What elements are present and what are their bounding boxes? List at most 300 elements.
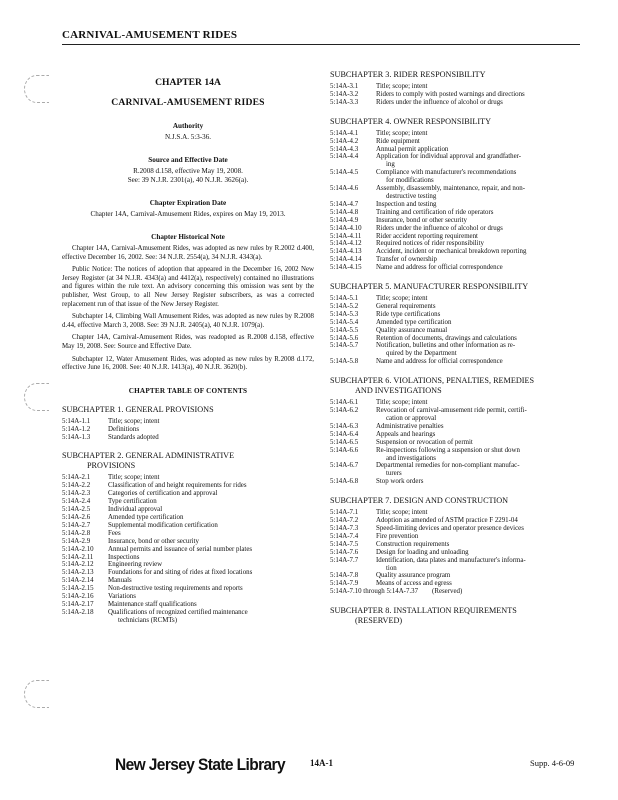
toc-entry [62,554,314,562]
section-title-line: destructive testing [386,192,437,200]
section-number: 5:14A-2.16 [62,593,94,601]
section-title [108,474,314,482]
section-number: 5:14A-4.6 [330,185,359,193]
history-heading: Chapter Historical Note [151,233,225,241]
section-title [376,225,583,233]
toc-entry [330,557,583,573]
section-title-line: Categories of certification and approval [108,490,218,498]
subchapter-heading-line: AND INVESTIGATIONS [355,386,442,396]
section-number: 5:14A-2.12 [62,561,94,569]
toc-entry [330,185,583,201]
toc-entry [62,538,314,546]
punch-hole-mark [24,680,49,708]
section-title [376,185,583,201]
section-number: 5:14A-1.3 [62,433,91,441]
subchapter-heading-line: SUBCHAPTER 3. RIDER RESPONSIBILITY [330,70,486,79]
section-title [376,264,583,272]
section-title [108,498,314,506]
toc-entry [330,447,583,463]
section-title [376,517,583,525]
toc-entry [62,418,314,426]
section-title-line: Definitions [108,425,140,433]
section-title [108,577,314,585]
section-title [376,91,583,99]
section-number: 5:14A-6.5 [330,438,359,446]
section-title-line: Compliance with manufacturer's recommendations [376,169,517,177]
history-paragraph: Subchapter 12, Water Amusement Rides, was adopted as new rules by R.2008 d.172, effective June 16, 2008. See: 40 N.J.R. 1413(a), 40 N.J.R. 3620(b). [62,355,314,372]
section-title-line: Notification, bulletins and other information as re- [376,342,516,350]
toc-entry [330,248,583,256]
section-number: 5:14A-1.2 [62,425,91,433]
section-number: 5:14A-4.4 [330,153,359,161]
section-title [108,546,314,554]
authority-text: N.J.S.A. 5:3-36. [164,133,212,141]
section-title-line: Non-destructive testing requirements and reports [108,585,243,593]
toc-entry [330,439,583,447]
section-number: 5:14A-4.5 [330,169,359,177]
subchapter-heading-line: SUBCHAPTER 8. INSTALLATION REQUIREMENTS [330,606,517,616]
subchapter-heading-line: SUBCHAPTER 5. MANUFACTURER RESPONSIBILITY [330,282,529,292]
section-title [108,561,314,569]
section-number: 5:14A-7.10 through 5:14A-7.37 [330,588,419,596]
section-title-line: Inspections [108,553,140,561]
section-title [376,209,583,217]
section-title-line: tion [386,564,397,572]
section-title-line: quired by the Department [386,350,457,358]
section-number: 5:14A-7.7 [330,556,359,564]
subchapter-heading [330,70,583,80]
section-title [376,399,583,407]
header-rule [62,44,580,45]
section-number: 5:14A-5.3 [330,310,359,318]
chapter-title: CARNIVAL-AMUSEMENT RIDES [111,97,265,108]
section-number: 5:14A-2.10 [62,545,94,553]
section-title [376,130,583,138]
history-paragraph: Subchapter 14, Climbing Wall Amusement Rides, was adopted as new rules by R.2008 d.44, effective March 3, 2008. See: 39 N.J.R. 2405(a), 40 N.J.R. 1079(a). [62,313,314,329]
punch-hole-mark [24,75,49,103]
toc-entry [62,609,314,625]
section-number: 5:14A-6.1 [330,399,359,407]
section-title-line: Application for individual approval and grandfather- [376,153,522,161]
section-number: 5:14A-5.4 [330,318,359,326]
section-number: 5:14A-4.8 [330,208,359,216]
section-title [376,233,583,241]
section-title-line: Rider accident reporting requirement [376,232,478,240]
toc-entry [330,423,583,431]
section-title-line: Supplemental modification certification [108,521,218,529]
punch-hole-mark [24,383,49,411]
section-title-line: Annual permits and issuance of serial number plates [108,545,253,553]
section-title [108,569,314,577]
section-title-line: Amended type certification [376,318,452,326]
section-number: 5:14A-5.8 [330,358,359,366]
toc-entry [62,482,314,490]
section-title-line: Departmental remedies for non-compliant manufac- [376,462,520,470]
section-title-line: Quality assurance manual [376,326,448,334]
section-number: 5:14A-7.4 [330,532,359,540]
section-title [376,580,583,588]
subchapter-heading [330,117,583,127]
section-title [108,601,314,609]
section-title [108,490,314,498]
section-number: 5:14A-6.6 [330,446,359,454]
source-text [62,167,314,185]
section-title [376,342,583,358]
section-title-line: Title; scope; intent [108,474,160,482]
toc-entry [62,498,314,506]
section-number: 5:14A-6.7 [330,462,359,470]
history-paragraph: Chapter 14A, Carnival-Amusement Rides, was readopted as R.2008 d.158, effective May 19, 2008. See: Source and Effective Date. [62,334,314,350]
section-number: 5:14A-5.1 [330,295,359,303]
section-title-line: cation or approval [386,415,437,422]
section-number: 5:14A-2.4 [62,498,91,506]
section-title [376,462,583,478]
section-number: 5:14A-7.8 [330,572,359,580]
subchapter-heading [62,451,314,471]
section-title-line: technicians (RCMTs) [118,616,178,624]
section-title [108,426,314,434]
toc-entry [330,311,583,319]
section-title [108,538,314,546]
section-title [108,418,314,426]
section-number: 5:14A-5.5 [330,326,359,334]
section-title-line: Standards adopted [108,433,159,441]
section-number: 5:14A-2.3 [62,490,91,498]
toc-entry [62,577,314,585]
toc-entry [330,462,583,478]
toc-entry [62,601,314,609]
section-title [108,554,314,562]
toc-entry [62,530,314,538]
toc-entry [330,407,583,423]
section-number: 5:14A-3.3 [330,98,359,106]
toc-entry [330,549,583,557]
section-title [376,533,583,541]
running-head: CARNIVAL-AMUSEMENT RIDES [62,29,238,41]
section-number: 5:14A-2.18 [62,608,94,616]
section-number: 5:14A-4.15 [330,264,362,272]
section-number: 5:14A-4.1 [330,129,359,137]
section-title-line: Individual approval [108,506,163,514]
source-line: See: 39 N.J.R. 2301(a), 40 N.J.R. 3626(a). [127,176,249,184]
section-title-line: (Reserved) [432,588,463,596]
section-title-line: Title; scope; intent [376,509,428,517]
section-title-line: Quality assurance program [376,572,451,580]
section-title-line: Required notices of rider responsibility [376,240,484,248]
toc-entry [330,225,583,233]
subchapter-heading-line: SUBCHAPTER 7. DESIGN AND CONSTRUCTION [330,496,509,506]
toc-entry [330,303,583,311]
section-title [376,439,583,447]
toc-entry [330,478,583,486]
section-title [108,530,314,538]
section-number: 5:14A-2.5 [62,506,91,514]
history-paragraph: Public Notice: The notices of adoption that appeared in the December 16, 2002 New Jersey Register (at 34 N.J.R. 4343(a) and 4412(a), respectively) contained no illustrations and figures within the rule text. An advisory concerning this omission was sent by the publisher, West Group, to all New Jersey Register subscribers, as was a corrected replacement run of that issue of the New Jersey Register. [62,266,314,308]
source-line: R.2008 d.158, effective May 19, 2008. [133,167,243,175]
section-title-line: Qualifications of recognized certified maintenance [108,608,248,616]
section-title [376,335,583,343]
section-title [376,525,583,533]
section-number: 5:14A-7.5 [330,540,359,548]
right-column [330,70,583,629]
section-title [108,482,314,490]
section-title [376,509,583,517]
supplement-date: Supp. 4-6-09 [530,758,575,768]
toc-entry [330,533,583,541]
toc-entry [330,399,583,407]
section-title [108,514,314,522]
section-title [376,557,583,573]
section-title-line: Engineering review [108,561,163,569]
section-number: 5:14A-7.6 [330,548,359,556]
section-title-line: Stop work orders [376,478,424,486]
section-number: 5:14A-3.2 [330,90,359,98]
section-title [376,311,583,319]
toc-entry [62,569,314,577]
section-title [376,217,583,225]
toc-entry [330,342,583,358]
section-title [376,248,583,256]
section-number: 5:14A-1.1 [62,417,91,425]
authority-heading: Authority [172,122,204,130]
section-title [376,319,583,327]
section-title [376,169,583,185]
toc-entry [330,240,583,248]
subchapter-heading-line: SUBCHAPTER 1. GENERAL PROVISIONS [62,404,214,414]
section-number: 5:14A-7.1 [330,509,359,517]
section-title [108,593,314,601]
section-number: 5:14A-4.10 [330,224,362,232]
section-title-line: Means of access and egress [376,580,452,588]
left-column [62,70,314,625]
section-title-line: turers [386,470,402,478]
section-title-line: Riders to comply with posted warnings and directions [376,90,525,98]
section-title [376,138,583,146]
subchapter-heading [330,496,583,506]
section-title-line: Ride equipment [376,137,420,145]
section-title-line: Title; scope; intent [108,417,160,425]
section-number: 5:14A-4.11 [330,232,362,240]
subchapter-heading [330,606,583,626]
toc-entry [62,585,314,593]
section-title-line: and investigations [386,454,436,462]
history-paragraph: Chapter 14A, Carnival-Amusement Rides, was adopted as new rules by R.2002 d.400, effective December 16, 2002. See: 34 N.J.R. 2554(a), 34 N.J.R. 4343(a). [62,245,314,261]
section-number: 5:14A-5.6 [330,334,359,342]
section-title-line: Classification of and height requirements for rides [108,482,247,490]
toc-entry [330,91,583,99]
section-title [376,146,583,154]
section-number: 5:14A-6.3 [330,422,359,430]
section-title-line: ing [386,161,395,169]
section-title-line: Identification, data plates and manufacturer's informa- [376,556,526,564]
section-title [108,506,314,514]
expiration-text: Chapter 14A, Carnival-Amusement Rides, expires on May 19, 2013. [90,210,286,218]
section-title-line: Name and address for official correspondence [376,264,503,272]
library-logo: New Jersey State Library [115,756,285,775]
toc-entry [62,546,314,554]
section-title [376,295,583,303]
toc-entry [62,514,314,522]
toc-entry [330,525,583,533]
section-title-line: Manuals [108,577,132,585]
section-title [376,572,583,580]
section-number: 5:14A-2.13 [62,569,94,577]
section-title-line: Adoption as amended of ASTM practice F 2291-04 [376,517,518,525]
section-title [376,201,583,209]
section-number: 5:14A-3.1 [330,83,359,90]
subchapter-heading [62,405,314,415]
toc-entry [330,358,583,366]
section-number: 5:14A-7.9 [330,580,359,588]
section-title [432,588,583,596]
section-title-line: Fees [108,529,121,537]
section-title-line: Insurance, bond or other security [108,537,199,545]
section-title-line: Type certification [108,498,157,506]
toc-entry [330,509,583,517]
section-title-line: Insurance, bond or other security [376,216,467,224]
section-number: 5:14A-2.11 [62,553,94,561]
section-number: 5:14A-2.6 [62,513,91,521]
toc-entry [62,434,314,442]
section-title-line: Riders under the influence of alcohol or drugs [376,98,503,106]
subchapter-heading [330,282,583,292]
subchapter-heading-line: SUBCHAPTER 4. OWNER RESPONSIBILITY [330,116,492,126]
section-number: 5:14A-2.8 [62,529,91,537]
section-title-line: Title; scope; intent [376,399,428,407]
toc-entry [62,474,314,482]
section-title-line: Title; scope; intent [376,295,428,303]
toc-entry [62,506,314,514]
section-title-line: Revocation of carnival-amusement ride permit, certifi- [376,407,527,415]
toc-entry [330,431,583,439]
toc-entry [330,541,583,549]
section-number: 5:14A-7.2 [330,517,359,525]
section-number: 5:14A-4.14 [330,256,362,264]
page-number: 14A-1 [310,758,333,768]
section-title-line: Title; scope; intent [376,129,428,137]
section-title [108,609,314,625]
toc-heading: CHAPTER TABLE OF CONTENTS [128,386,248,395]
toc-entry [330,572,583,580]
section-title-line: Training and certification of ride operators [376,208,494,216]
left-toc [62,405,314,625]
subchapter-heading-line: (RESERVED) [355,616,403,626]
toc-entry [330,209,583,217]
section-title [376,431,583,439]
toc-entry [62,490,314,498]
section-title [108,585,314,593]
section-title [376,358,583,366]
section-title-line: Appeals and hearings [376,430,436,438]
toc-entry [62,561,314,569]
toc-entry [62,593,314,601]
section-number: 5:14A-4.3 [330,145,359,153]
toc-entry [330,169,583,185]
section-title-line: Retention of documents, drawings and calculations [376,334,517,342]
section-number: 5:14A-7.3 [330,524,359,532]
section-title-line: for modifications [386,177,434,185]
section-title-line: Amended type certification [108,513,184,521]
section-number: 5:14A-4.7 [330,200,359,208]
toc-entry [330,256,583,264]
source-heading: Source and Effective Date [148,156,228,164]
section-number: 5:14A-4.13 [330,248,362,256]
section-title-line: Construction requirements [376,540,450,548]
section-title-line: Variations [108,593,136,601]
toc-entry [330,138,583,146]
section-title [376,83,583,91]
expiration-heading: Chapter Expiration Date [149,199,227,207]
right-toc [330,70,583,626]
section-number: 5:14A-2.17 [62,600,94,608]
toc-entry [330,130,583,138]
section-title-line: Annual permit application [376,145,449,153]
subchapter-heading-line: SUBCHAPTER 6. VIOLATIONS, PENALTIES, REMEDIES [330,376,535,386]
toc-entry [330,201,583,209]
toc-entry [330,335,583,343]
section-number: 5:14A-2.15 [62,585,94,593]
section-title [376,478,583,486]
section-number: 5:14A-6.8 [330,478,359,486]
section-title [108,522,314,530]
toc-entry [330,327,583,335]
subchapter-heading-line: PROVISIONS [87,461,136,471]
section-title [376,303,583,311]
section-title-line: General requirements [376,302,436,310]
section-title-line: Transfer of ownership [376,256,437,264]
toc-entry [330,295,583,303]
section-number: 5:14A-2.1 [62,474,91,482]
section-number: 5:14A-2.2 [62,482,91,490]
toc-entry [330,153,583,169]
section-title-line: Inspection and testing [376,200,437,208]
section-number: 5:14A-6.2 [330,407,359,415]
toc-entry [330,146,583,154]
toc-entry [330,233,583,241]
chapter-number: CHAPTER 14A [155,77,221,88]
section-number: 5:14A-6.4 [330,430,359,438]
section-number: 5:14A-5.2 [330,302,359,310]
section-title [376,99,583,107]
section-number: 5:14A-4.12 [330,240,362,248]
toc-entry [330,99,583,107]
section-title [376,407,583,423]
section-title [376,541,583,549]
section-number: 5:14A-2.14 [62,577,94,585]
toc-entry [62,426,314,434]
toc-entry [330,319,583,327]
section-number: 5:14A-5.7 [330,342,359,350]
toc-entry [330,588,583,596]
toc-entry [330,217,583,225]
section-title [376,447,583,463]
section-title-line: Riders under the influence of alcohol or drugs [376,224,503,232]
section-title-line: Administrative penalties [376,422,444,430]
section-title-line: Foundations for and siting of rides at fixed locations [108,569,253,577]
section-title [108,434,314,442]
section-title [376,153,583,169]
section-title-line: Speed-limiting devices and operator presence devices [376,524,524,532]
section-title-line: Assembly, disassembly, maintenance, repair, and non- [376,185,526,193]
section-title-line: Accident, incident or mechanical breakdown reporting [376,248,527,256]
subchapter-heading-line: SUBCHAPTER 2. GENERAL ADMINISTRATIVE [62,451,235,461]
section-title-line: Fire prevention [376,532,419,540]
section-title-line: Ride type certifications [376,310,441,318]
section-number: 5:14A-2.9 [62,537,91,545]
toc-entry [330,517,583,525]
section-title-line: Re-inspections following a suspension or shut down [376,446,520,454]
section-title-line: Suspension or revocation of permit [376,438,473,446]
